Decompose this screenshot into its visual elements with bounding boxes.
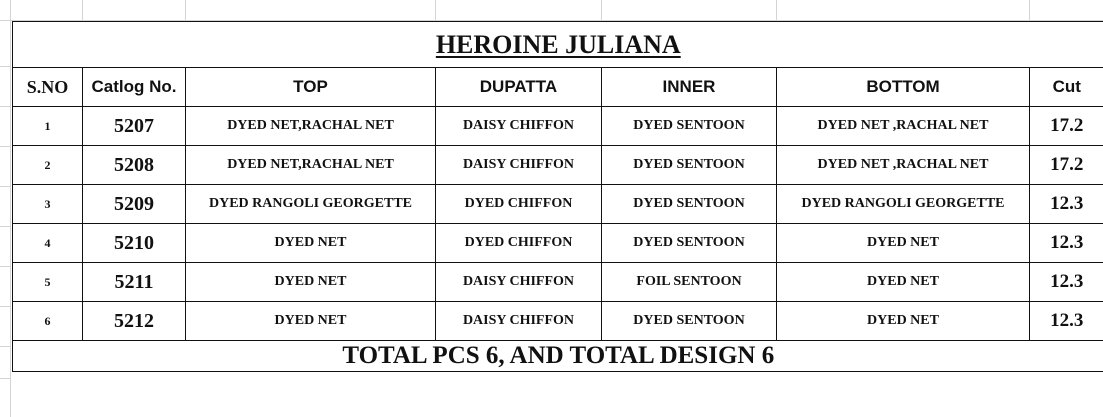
cell-inner[interactable]: DYED SENTOON — [602, 185, 777, 224]
sheet-title: HEROINE JULIANA — [435, 29, 681, 59]
header-row — [13, 68, 1103, 107]
row-gutter — [0, 0, 11, 417]
gridline — [0, 378, 10, 379]
cell-top[interactable]: DYED NET,RACHAL NET — [186, 146, 436, 185]
cell-dupatta[interactable]: DAISY CHIFFON — [436, 302, 602, 341]
gridline — [0, 266, 10, 267]
cell-inner[interactable]: FOIL SENTOON — [602, 263, 777, 302]
header-sno[interactable]: S.NO — [13, 68, 83, 107]
cell-dupatta[interactable]: DAISY CHIFFON — [436, 107, 602, 146]
gridline — [0, 346, 10, 347]
cell-inner[interactable]: DYED SENTOON — [602, 107, 777, 146]
cell-sno[interactable]: 4 — [13, 224, 83, 263]
cell-catalog[interactable]: 5211 — [83, 263, 186, 302]
gridline — [601, 0, 602, 20]
cell-dupatta[interactable]: DYED CHIFFON — [436, 224, 602, 263]
cell-cut[interactable]: 17.2 — [1030, 146, 1103, 185]
cell-bottom[interactable]: DYED NET ,RACHAL NET — [777, 146, 1030, 185]
cell-catalog[interactable]: 5207 — [83, 107, 186, 146]
cell-top[interactable]: DYED NET — [186, 224, 436, 263]
gridline — [0, 146, 10, 147]
cell-top[interactable]: DYED NET,RACHAL NET — [186, 107, 436, 146]
cell-catalog[interactable]: 5209 — [83, 185, 186, 224]
cell-sno[interactable]: 1 — [13, 107, 83, 146]
cell-inner[interactable]: DYED SENTOON — [602, 146, 777, 185]
cell-sno[interactable]: 3 — [13, 185, 83, 224]
table-row — [13, 185, 1103, 224]
cell-cut[interactable]: 12.3 — [1030, 302, 1103, 341]
cell-sno[interactable]: 5 — [13, 263, 83, 302]
gridline — [0, 306, 10, 307]
gridline — [82, 0, 83, 20]
gridline — [0, 186, 10, 187]
cell-sno[interactable]: 2 — [13, 146, 83, 185]
cell-catalog[interactable]: 5208 — [83, 146, 186, 185]
cell-bottom[interactable]: DYED NET — [777, 302, 1030, 341]
header-dupatta[interactable]: DUPATTA — [436, 68, 602, 107]
table-row — [13, 224, 1103, 263]
gridline — [185, 0, 186, 20]
header-catalog[interactable]: Catlog No. — [83, 68, 186, 107]
cell-top[interactable]: DYED RANGOLI GEORGETTE — [186, 185, 436, 224]
cell-dupatta[interactable]: DAISY CHIFFON — [436, 146, 602, 185]
cell-cut[interactable]: 12.3 — [1030, 185, 1103, 224]
table-row — [13, 263, 1103, 302]
gridline — [0, 106, 10, 107]
header-top[interactable]: TOP — [186, 68, 436, 107]
header-bottom[interactable]: BOTTOM — [777, 68, 1030, 107]
cell-bottom[interactable]: DYED NET — [777, 224, 1030, 263]
cell-top[interactable]: DYED NET — [186, 263, 436, 302]
cell-bottom[interactable]: DYED RANGOLI GEORGETTE — [777, 185, 1030, 224]
gridline — [0, 226, 10, 227]
table-row — [13, 146, 1103, 185]
cell-dupatta[interactable]: DYED CHIFFON — [436, 185, 602, 224]
table-row — [13, 107, 1103, 146]
cell-cut[interactable]: 12.3 — [1030, 263, 1103, 302]
cell-cut[interactable]: 17.2 — [1030, 107, 1103, 146]
title-cell[interactable] — [13, 22, 1103, 68]
cell-catalog[interactable]: 5212 — [83, 302, 186, 341]
cell-cut[interactable]: 12.3 — [1030, 224, 1103, 263]
total-cell[interactable]: TOTAL PCS 6, AND TOTAL DESIGN 6 — [13, 341, 1103, 372]
gridline — [0, 66, 10, 67]
cell-top[interactable]: DYED NET — [186, 302, 436, 341]
cell-sno[interactable]: 6 — [13, 302, 83, 341]
cell-inner[interactable]: DYED SENTOON — [602, 224, 777, 263]
cell-dupatta[interactable]: DAISY CHIFFON — [436, 263, 602, 302]
gridline — [776, 0, 777, 20]
cell-inner[interactable]: DYED SENTOON — [602, 302, 777, 341]
catalog-table — [12, 21, 1103, 372]
gridline — [1029, 0, 1030, 20]
cell-catalog[interactable]: 5210 — [83, 224, 186, 263]
cell-bottom[interactable]: DYED NET — [777, 263, 1030, 302]
table-row — [13, 302, 1103, 341]
cell-bottom[interactable]: DYED NET ,RACHAL NET — [777, 107, 1030, 146]
header-inner[interactable]: INNER — [602, 68, 777, 107]
header-cut[interactable]: Cut — [1030, 68, 1103, 107]
gridline — [435, 0, 436, 20]
